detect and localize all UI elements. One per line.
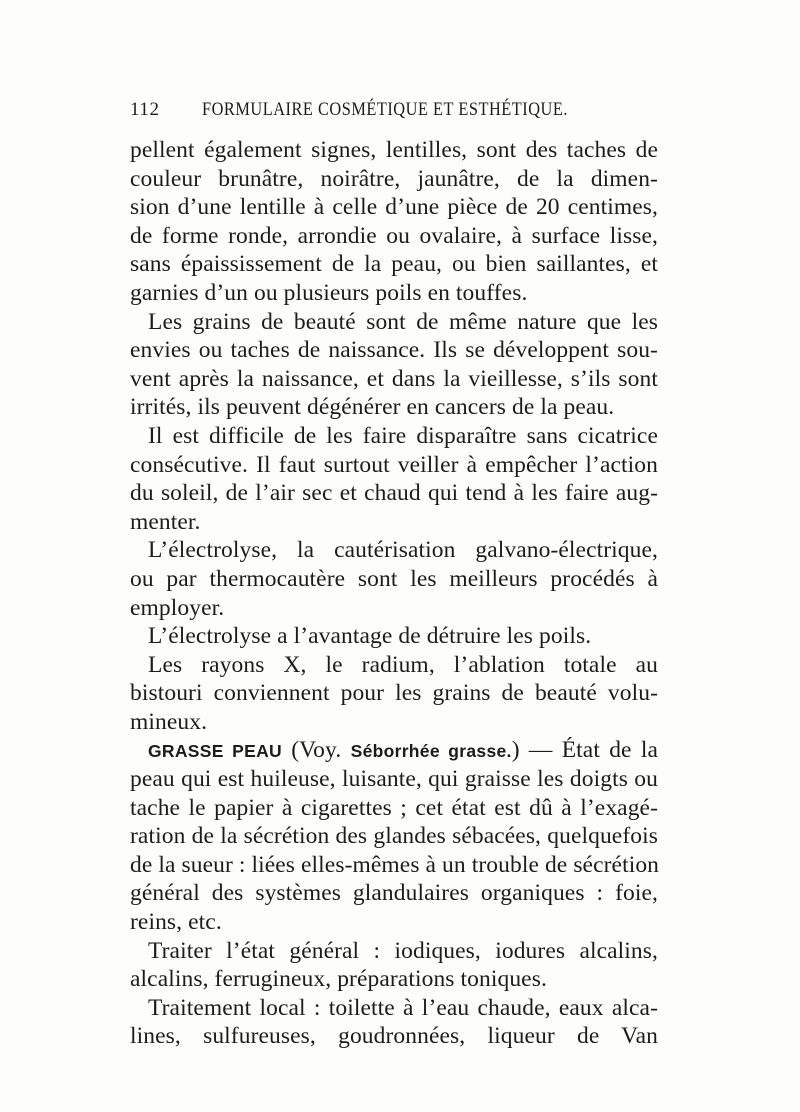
page-number: 112: [130, 99, 160, 120]
text-line: garnies d’un ou plusieurs poils en touffes.: [130, 279, 528, 306]
running-head-title: FORMULAIRE COSMÉTIQUE ET ESTHÉTIQUE.: [202, 99, 568, 120]
text-line: reins, etc.: [130, 909, 222, 936]
text-line: de forme ronde, arrondie ou ovalaire, à surface lisse,: [130, 222, 658, 249]
text-line: bistouri conviennent pour les grains de beauté volu-: [130, 680, 658, 707]
text-line: employer.: [130, 594, 225, 621]
entry-ref-open: (Voy.: [291, 737, 342, 764]
text-line: couleur brunâtre, noirâtre, jaunâtre, de la dimen-: [130, 165, 658, 192]
text-line: tache le papier à cigarettes ; cet état est dû à l’exagé-: [130, 794, 658, 821]
text-line: sans épaississement de la peau, ou bien saillantes, et: [130, 251, 658, 278]
text-line: de la sueur : liées elles-mêmes à un trouble de sécrétion: [130, 851, 660, 878]
text-line: envies ou taches de naissance. Ils se développent sou-: [130, 337, 658, 364]
text-line: L’électrolyse, la cautérisation galvano-électrique,: [148, 537, 658, 564]
entry-ref-term: Séborrhée grasse.: [350, 741, 512, 762]
entry-term: GRASSE PEAU: [148, 741, 282, 762]
entry-ref-close: ) — État de la: [511, 737, 658, 764]
body-text: [130, 136, 658, 1051]
text-line: Les grains de beauté sont de même nature que les: [148, 308, 658, 335]
text-line: Traiter l’état général : iodiques, iodures alcalins,: [148, 937, 658, 964]
text-line: peau qui est huileuse, luisante, qui graisse les doigts ou: [130, 766, 658, 793]
text-line: du soleil, de l’air sec et chaud qui tend à les faire aug-: [130, 480, 658, 507]
text-line: mineux.: [130, 708, 208, 735]
text-line: Traitement local : toilette à l’eau chaude, eaux alca-: [148, 994, 658, 1021]
text-line: pellent également signes, lentilles, sont des taches de: [130, 137, 658, 163]
text-line: consécutive. Il faut surtout veiller à empêcher l’action: [130, 451, 658, 478]
text-line: alcalins, ferrugineux, préparations toniques.: [130, 966, 547, 993]
text-line: ou par thermocautère sont les meilleurs procédés à: [130, 565, 658, 592]
text-line: L’électrolyse a l’avantage de détruire les poils.: [148, 623, 592, 650]
text-line: menter.: [130, 508, 201, 535]
text-line: général des systèmes glandulaires organiques : foie,: [130, 880, 658, 907]
text-line: Il est difficile de les faire disparaître sans cicatrice: [148, 422, 658, 449]
text-line: lines, sulfureuses, goudronnées, liqueur de Van: [130, 1023, 658, 1050]
text-line: vent après la naissance, et dans la vieillesse, s’ils sont: [130, 365, 658, 392]
text-line: Les rayons X, le radium, l’ablation totale au: [148, 651, 658, 678]
entry-heading-line: [130, 736, 658, 765]
text-line: irrités, ils peuvent dégénérer en cancers de la peau.: [130, 394, 615, 421]
text-line: sion d’une lentille à celle d’une pièce de 20 centimes,: [130, 194, 658, 221]
text-line: ration de la sécrétion des glandes sébacées, quelquefois: [130, 823, 658, 850]
running-head: [130, 99, 670, 125]
